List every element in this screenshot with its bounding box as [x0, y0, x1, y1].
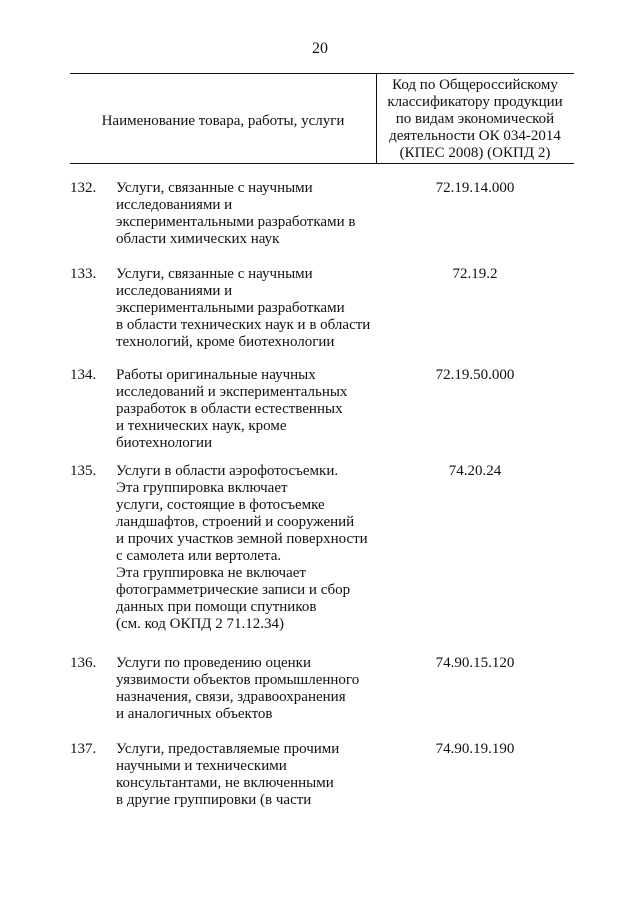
row-name: Услуги в области аэрофотосъемки. Эта группировка включает услуги, состоящие в фотосъемке ландшафтов, строений и сооружений и прочих участков земной поверхности с самолета или вертолета. Эта группировка не включает фотограмметрические записи и сбор данных при помощи спутников (см. код ОКПД 2 71.12.34)	[116, 463, 368, 632]
table-row	[0, 180, 640, 266]
row-name: Услуги, связанные с научными исследованиями и экспериментальными разработками в области химических наук	[116, 180, 356, 247]
row-number: 136.	[70, 655, 97, 671]
table-row	[0, 266, 640, 367]
row-code: 72.19.50.000	[435, 367, 515, 383]
table-row	[0, 463, 640, 655]
row-number: 132.	[70, 180, 97, 196]
table-row	[0, 655, 640, 741]
row-number: 135.	[70, 463, 97, 479]
table-row	[0, 741, 640, 821]
table-header-rule	[70, 163, 574, 164]
row-number: 133.	[70, 266, 97, 282]
row-number: 134.	[70, 367, 97, 383]
row-name: Услуги, предоставляемые прочими научными и техническими консультантами, не включенными в другие группировки (в части	[116, 741, 340, 808]
row-name: Услуги, связанные с научными исследованиями и экспериментальными разработками в области технических наук и в области технологий, кроме биотехнологии	[116, 266, 371, 350]
header-name-column: Наименование товара, работы, услуги	[101, 113, 345, 129]
row-code: 74.20.24	[448, 463, 502, 479]
row-number: 137.	[70, 741, 97, 757]
row-code: 74.90.19.190	[435, 741, 515, 757]
row-code: 74.90.15.120	[435, 655, 515, 671]
page-number: 20	[312, 40, 328, 57]
table-top-rule	[70, 73, 574, 74]
row-name: Услуги по проведению оценки уязвимости объектов промышленного назначения, связи, здравоохранения и аналогичных объектов	[116, 655, 360, 722]
table-body	[0, 180, 640, 821]
table-row	[0, 367, 640, 463]
row-name: Работы оригинальные научных исследований и экспериментальных разработок в области естественных и технических наук, кроме биотехнологии	[116, 367, 348, 451]
header-code-column: Код по Общероссийскому классификатору продукции по видам экономической деятельности ОК 034-2014 (КПЕС 2008) (ОКПД 2)	[387, 77, 563, 161]
row-code: 72.19.2	[452, 266, 498, 282]
row-code: 72.19.14.000	[435, 180, 515, 196]
